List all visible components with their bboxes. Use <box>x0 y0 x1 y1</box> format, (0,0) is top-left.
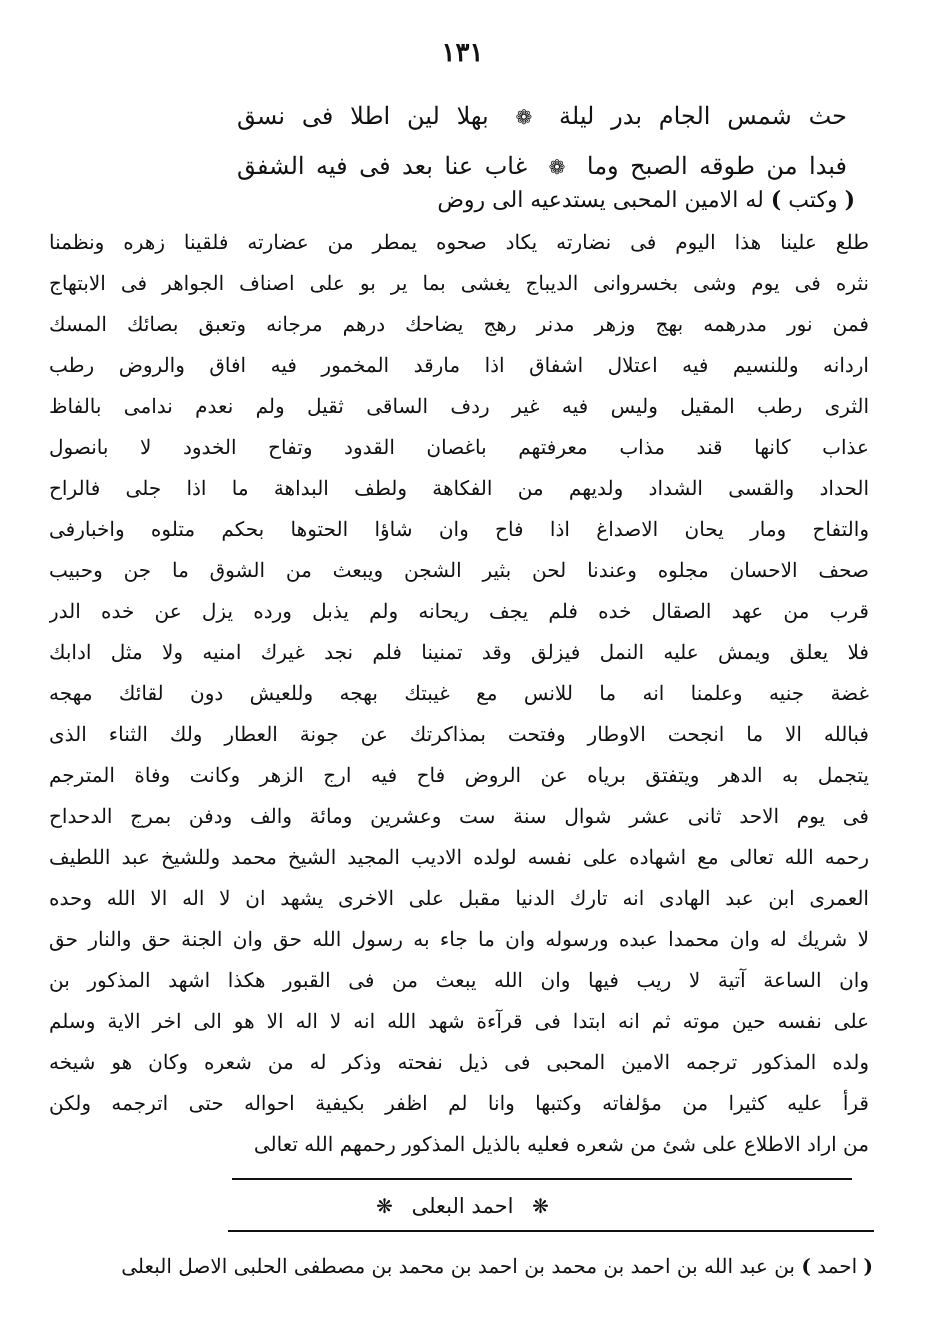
verse-line-1-first-hemistich: حث شمس الجام بدر ليلة <box>559 102 847 130</box>
verse-separator-icon: ❁ <box>548 155 566 179</box>
body-line: رحمه الله تعالى مع اشهاده على نفسه لولده الاديب المجيد الشيخ محمد وللشيخ عبد اللطيف <box>49 845 869 869</box>
intro-open-paren: ( <box>844 187 855 213</box>
biography-opening-line <box>43 1244 873 1288</box>
letter-intro <box>437 178 855 223</box>
body-line: نثره فى يوم وشى بخسروانى الديباج يغشى بما ير بو على اصناف الجواهر فى الابتهاج <box>49 271 869 295</box>
body-line: الحداد والقسى الشداد ولديهم من الفكاهة ولطف البداهة ما اذا جلى فالراح <box>49 476 869 500</box>
body-line: اردانه وللنسيم فيه اعتلال اشفاق اذا مارقد المخمور فيه افاق والروض رطب <box>49 353 869 377</box>
intro-close-paren: ) <box>770 187 782 213</box>
body-line: وان الساعة آتية لا ريب فيها وان الله يبعث من فى القبور هكذا اشهد المذكور بن <box>49 968 869 992</box>
ornament-icon: ❋ <box>532 1194 549 1218</box>
body-line: عذاب كانها قند مذاب معرفتهم باغصان القدود وتفاح الخدود لا بانصول <box>49 435 869 459</box>
intro-text: له الامين المحبى يستدعيه الى روض <box>437 188 764 213</box>
body-line: والتفاح ومار يحان الاصداغ اذا فاح وان شاؤا الحتوها بحكم متلوه واخبارفى <box>49 517 869 541</box>
intro-keyword: وكتب <box>788 188 838 213</box>
body-text <box>49 222 869 1165</box>
body-line: فلا يعلق ويمش عليه النمل فيزلق وقد تمنينا فلم نجد غيرك امنيه ولا مثل ادابك <box>49 640 869 664</box>
body-line: غضة جنيه وعلمنا انه ما للانس مع غيبتك بهجه وللعيش دون لقائك مهجه <box>49 681 869 705</box>
body-line: فبالله الا ما انجحت الاوطار وفتحت بمذاكرتك عن جونة العطار ولك الثناء الذى <box>49 722 869 746</box>
body-line: يتجمل به الدهر ويتفتق برياه عن الروض فاح فيه ارج الزهر وكانت وفاة المترجم <box>49 763 869 787</box>
body-line: لا شريك له وان محمدا عبده ورسوله وان ما جاء به رسول الله حق وان الجنة حق والنار حق <box>49 927 869 951</box>
section-heading <box>0 1186 925 1226</box>
final-keyword: احمد <box>817 1254 858 1278</box>
body-line: ولده المذكور ترجمه الامين المحبى فى ذيل نفحته وذكر له من شعره وكان هو شيخه <box>49 1050 869 1074</box>
verse-separator-icon: ❁ <box>515 105 533 129</box>
verse-line-2-second-hemistich: غاب عنا بعد فى فيه الشفق <box>237 152 528 180</box>
body-line: الثرى رطب المقيل وليس فيه غير ردف الساقى ثقيل ولم نعدم ندامى بالفاظ <box>49 394 869 418</box>
body-line: من اراد الاطلاع على شئ من شعره فعليه بالذيل المذكور رحمهم الله تعالى <box>253 1132 869 1156</box>
verse-line-1-second-hemistich: بهلا لين اطلا فى نسق <box>237 102 489 130</box>
verse-line-2-first-hemistich: فبدا من طوقه الصبح وما <box>586 152 847 180</box>
body-line: على نفسه حين موته ثم انه ابتدا فى قرآءة شهد الله انه لا اله الا هو الى اخر الاية وسلم <box>49 1009 869 1033</box>
body-line: صحف الاحسان مجلوه وعندنا لحن بثير الشجن ويبعث من الشوق ما جن وحبيب <box>49 558 869 582</box>
ornament-icon: ❋ <box>376 1194 393 1218</box>
body-line: قرأ عليه كثيرا من مؤلفاته وكتبها وانا لم اظفر بكيفية احواله حتى اترجمه ولكن <box>49 1091 869 1115</box>
body-line: فمن نور مدرهمه بهج وزهر مدنر رهج يضاحك درهم مرجانه وتعبق بصائك المسك <box>49 312 869 336</box>
body-line: فى يوم الاحد ثانى عشر شوال سنة ست وعشرين ومائة والف ودفن بمرج الدحداح <box>49 804 869 828</box>
final-open-paren: ( <box>863 1254 873 1278</box>
final-close-paren: ) <box>801 1254 811 1278</box>
section-divider-top <box>232 1178 852 1180</box>
verse-line-1 <box>237 96 847 137</box>
final-text: بن عبد الله بن احمد بن محمد بن احمد بن محمد بن مصطفى الحلبى الاصل البعلى <box>121 1254 795 1278</box>
section-divider-bottom <box>228 1230 874 1232</box>
body-line: طلع علينا هذا اليوم فى نضارته يكاد صحوه يمطر من عضارته فلقينا زهره ونظمنا <box>49 230 869 254</box>
body-line: العمرى ابن عبد الهادى انه تارك الدنيا مقبل على الاخرى يشهد ان لا اله الا الله وحده <box>49 886 869 910</box>
section-heading-text: احمد البعلى <box>411 1194 514 1218</box>
page-number: ١٣١ <box>441 38 484 68</box>
body-line: قرب من عهد الصقال خده فلم يجف ريحانه ولم يذبل ورده يزل عن خده الدر <box>49 599 869 623</box>
